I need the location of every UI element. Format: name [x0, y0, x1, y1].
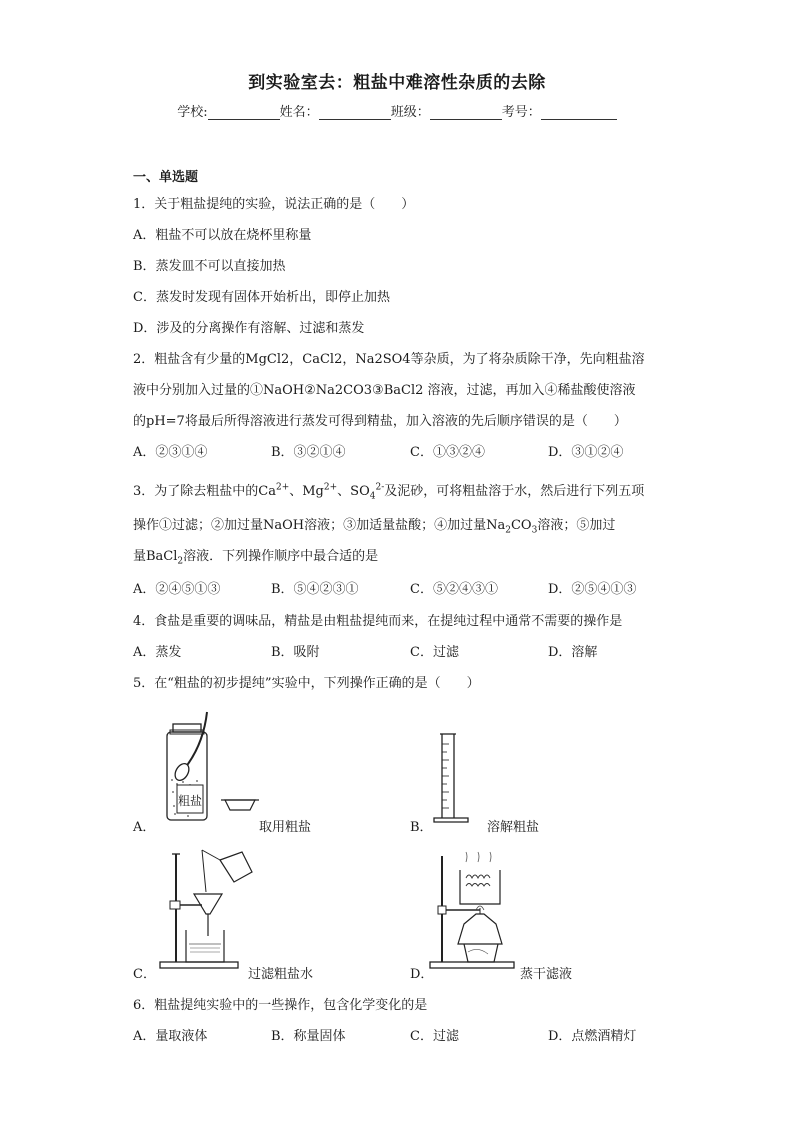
- q2-line-3: 的pH=7将最后所得溶液进行蒸发可得到精盐，加入溶液的先后顺序错误的是（ ）: [133, 414, 627, 429]
- q5-option-c-caption: 过滤粗盐水: [248, 967, 314, 982]
- school-label: 学校:: [177, 105, 208, 120]
- q5-a-jar-label: 粗盐: [177, 794, 203, 808]
- q1-option-d: D．涉及的分离操作有溶解、过滤和蒸发: [133, 321, 365, 336]
- q6-option-b: B．称量固体: [271, 1029, 346, 1044]
- q2-option-d: D．③①②④: [548, 445, 624, 460]
- q5-option-a-letter: A．: [133, 820, 156, 835]
- student-info-line: [0, 101, 794, 120]
- page-title: 到实验室去：粗盐中难溶性杂质的去除: [248, 73, 546, 93]
- q5-a-jar-illustration: [155, 710, 265, 825]
- q3-l2-a: 操作①过滤；②加过量NaOH溶液；③加适量盐酸；④加过量Na: [133, 518, 506, 533]
- q4-option-a: A．蒸发: [133, 645, 182, 660]
- school-blank: [208, 105, 280, 120]
- q3-l1-sup2: 2+: [323, 482, 338, 493]
- q4-stem: 4．食盐是重要的调味品，精盐是由粗盐提纯而来，在提纯过程中通常不需要的操作是: [133, 614, 623, 629]
- section-heading: 一、单选题: [133, 170, 199, 185]
- q6-option-a: A．量取液体: [133, 1029, 208, 1044]
- q3-l1-c: 、SO: [337, 484, 370, 499]
- q3-line-1: [133, 480, 644, 502]
- q2-option-c: C．①③②④: [410, 445, 485, 460]
- q5-d-evaporation-illustration: [428, 848, 528, 973]
- name-blank: [319, 105, 391, 120]
- name-label: 姓名：: [279, 105, 319, 120]
- q1-option-c: C．蒸发时发现有固体开始析出，即停止加热: [133, 290, 390, 305]
- q3-line-2: [133, 514, 615, 536]
- q3-l2-c: 溶液；⑤加过: [537, 518, 616, 533]
- q2-option-a: A．②③①④: [133, 445, 208, 460]
- q3-line-3: [133, 545, 378, 567]
- q6-option-d: D．点燃酒精灯: [548, 1029, 637, 1044]
- q5-option-b-caption: 溶解粗盐: [487, 820, 540, 835]
- q2-option-b: B．③②①④: [271, 445, 346, 460]
- q3-l2-sub1: 2: [505, 525, 511, 536]
- exam-no-label: 考号：: [501, 105, 541, 120]
- q3-l1-sub: 4: [369, 491, 376, 502]
- q3-l1-sup3: 2-: [375, 482, 385, 493]
- q3-option-d: D．②⑤④①③: [548, 582, 637, 597]
- q3-l1-b: 、Mg: [289, 484, 324, 499]
- q1-option-b: B．蒸发皿不可以直接加热: [133, 259, 286, 274]
- q3-l1-sup1: 2+: [275, 482, 290, 493]
- q5-option-d-letter: D．: [410, 967, 434, 982]
- q1-stem: 1．关于粗盐提纯的实验，说法正确的是（ ）: [133, 197, 415, 212]
- q5-b-cylinder-illustration: [430, 732, 480, 827]
- q6-option-c: C．过滤: [410, 1029, 459, 1044]
- q4-option-b: B．吸附: [271, 645, 320, 660]
- exam-no-blank: [541, 105, 617, 120]
- q1-option-a: A．粗盐不可以放在烧杯里称量: [133, 228, 312, 243]
- class-blank: [430, 105, 502, 120]
- q5-option-c-letter: C．: [133, 967, 156, 982]
- q5-c-filtration-illustration: [158, 848, 258, 973]
- q3-option-c: C．⑤②④③①: [410, 582, 498, 597]
- q3-l3-a: 量BaCl: [133, 549, 178, 564]
- q3-l1-a: 3．为了除去粗盐中的Ca: [133, 484, 276, 499]
- q5-option-b-letter: B．: [410, 820, 433, 835]
- q2-line-1: 2．粗盐含有少量的MgCl2，CaCl2，Na2SO4等杂质，为了将杂质除干净，先向粗盐溶: [133, 352, 645, 367]
- class-label: 班级：: [390, 105, 430, 120]
- q3-l2-b: CO: [510, 518, 532, 533]
- q4-option-d: D．溶解: [548, 645, 598, 660]
- q5-option-d-caption: 蒸干滤液: [520, 967, 573, 982]
- q5-stem: 5．在“粗盐的初步提纯”实验中，下列操作正确的是（ ）: [133, 676, 480, 691]
- q3-l2-sub2: 3: [531, 525, 538, 536]
- q5-option-a-caption: 取用粗盐: [259, 820, 312, 835]
- q2-line-2: 液中分别加入过量的①NaOH②Na2CO3③BaCl2 溶液，过滤，再加入④稀盐酸使溶液: [133, 383, 636, 398]
- q3-option-b: B．⑤④②③①: [271, 582, 359, 597]
- q3-l3-b: 溶液．下列操作顺序中最合适的是: [183, 549, 379, 564]
- q6-stem: 6．粗盐提纯实验中的一些操作，包含化学变化的是: [133, 998, 428, 1013]
- q3-l3-sub: 2: [177, 556, 184, 567]
- q3-option-a: A．②④⑤①③: [133, 582, 221, 597]
- q4-option-c: C．过滤: [410, 645, 459, 660]
- q3-l1-d: 及泥砂，可将粗盐溶于水，然后进行下列五项: [384, 484, 645, 499]
